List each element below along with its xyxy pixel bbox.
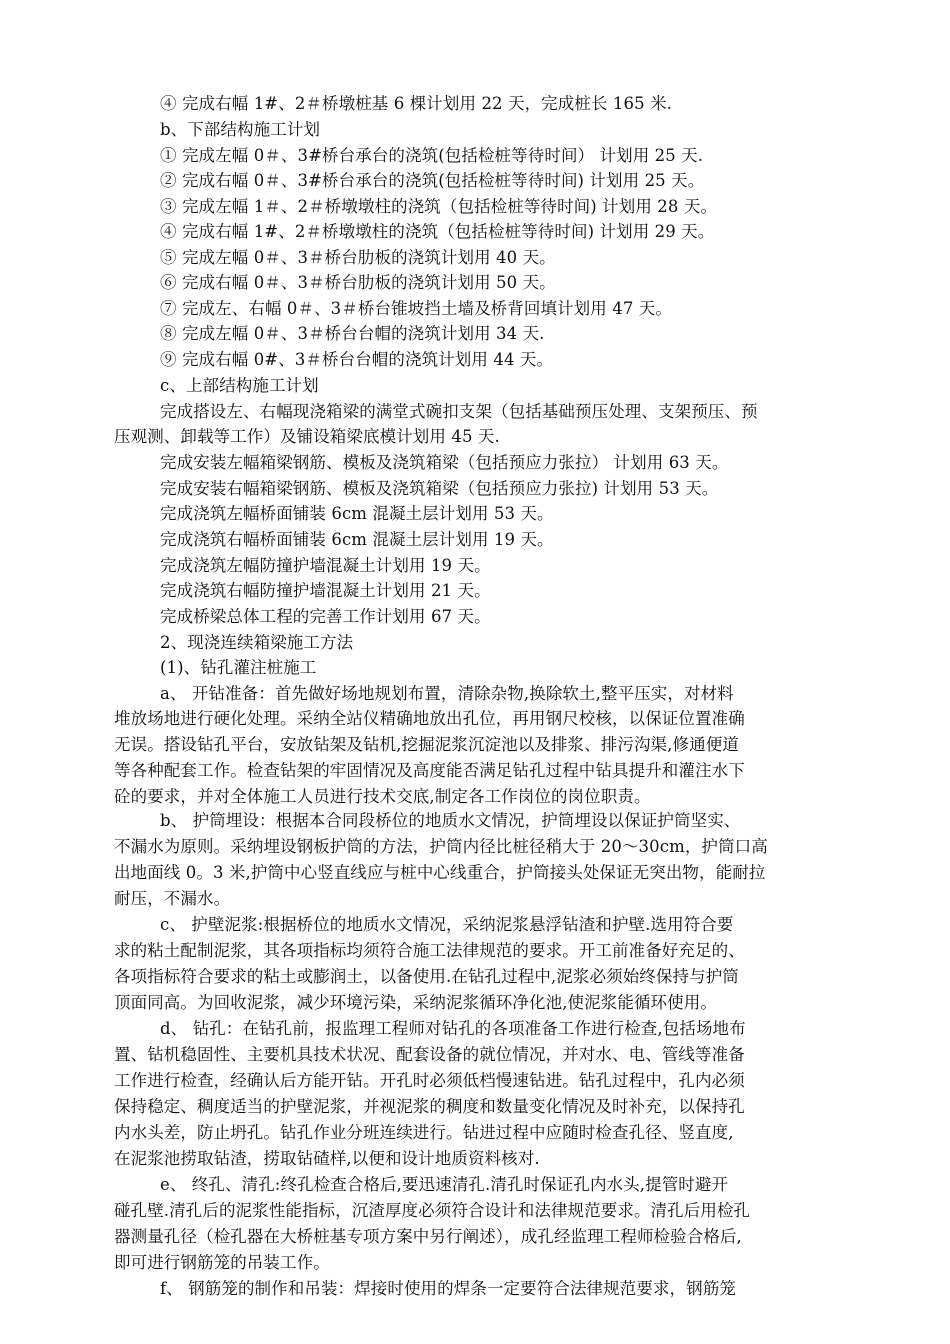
document-line: 砼的要求，并对全体施工人员进行技术交底,制定各工作岗位的岗位职责。	[114, 787, 651, 806]
document-line: 等各种配套工作。检查钻架的牢固情况及高度能否满足钻孔过程中钻具提升和灌注水下	[114, 761, 745, 780]
document-line: 完成浇筑左幅桥面铺装 6cm 混凝土层计划用 53 天。	[160, 504, 554, 523]
document-line: ② 完成右幅 0＃、3#桥台承台的浇筑(包括检桩等待时间) 计划用 25 天。	[160, 171, 705, 190]
document-line: b、 护筒埋设：根据本合同段桥位的地质水文情况，护筒埋设以保证护筒坚实、	[160, 811, 741, 830]
document-line: 完成浇筑右幅桥面铺装 6cm 混凝土层计划用 19 天。	[160, 530, 554, 549]
document-line: c、 护壁泥浆:根据桥位的地质水文情况，采纳泥浆悬浮钻渣和护壁.选用符合要	[160, 915, 734, 934]
document-line: 耐压，不漏水。	[114, 889, 231, 908]
document-line: 内水头差，防止坍孔。钻孔作业分班连续进行。钻进过程中应随时检查孔径、竖直度,	[114, 1123, 734, 1142]
document-line: 即可进行钢筋笼的吊装工作。	[114, 1253, 330, 1272]
document-line: 各项指标符合要求的粘土或膨润土，以备使用.在钻孔过程中,泥浆必须始终保持与护筒	[114, 967, 739, 986]
document-line: 压观测、卸载等工作）及铺设箱梁底模计划用 45 天.	[114, 427, 500, 446]
document-line: ③ 完成左幅 1＃、2＃桥墩墩柱的浇筑（包括检桩等待时间) 计划用 28 天。	[160, 197, 718, 216]
document-line: 完成安装左幅箱梁钢筋、模板及浇筑箱梁（包括预应力张拉） 计划用 63 天。	[160, 453, 729, 472]
document-line: (1)、钻孔灌注桩施工	[160, 658, 317, 677]
document-line: 完成安装右幅箱梁钢筋、模板及浇筑箱梁（包括预应力张拉) 计划用 53 天。	[160, 479, 719, 498]
document-line: ⑦ 完成左、右幅 0＃、3＃桥台锥坡挡土墙及桥背回填计划用 47 天。	[160, 299, 672, 318]
document-line: c、上部结构施工计划	[160, 376, 319, 395]
document-line: ① 完成左幅 0＃、3#桥台承台的浇筑(包括检桩等待时间） 计划用 25 天.	[160, 146, 704, 165]
document-line: ⑧ 完成左幅 0＃、3＃桥台台帽的浇筑计划用 34 天.	[160, 324, 545, 343]
document-line: 完成浇筑右幅防撞护墙混凝土计划用 21 天。	[160, 581, 491, 600]
document-line: 求的粘土配制泥浆，其各项指标均须符合施工法律规范的要求。开工前准备好充足的、	[114, 941, 745, 960]
document-line: e、 终孔、清孔:终孔检查合格后,要迅速清孔.清孔时保证孔内水头,提管时避开	[160, 1175, 729, 1194]
document-line: ⑥ 完成右幅 0＃、3＃桥台肋板的浇筑计划用 50 天。	[160, 273, 556, 292]
document-line: 2、现浇连续箱梁施工方法	[160, 633, 354, 652]
document-line: d、 钻孔：在钻孔前，报监理工程师对钻孔的各项准备工作进行检查,包括场地布	[160, 1019, 746, 1038]
document-line: 出地面线 0。3 米,护筒中心竖直线应与桩中心线重合，护筒接头处保证无突出物，能耐拉	[114, 863, 766, 882]
document-line: 完成搭设左、右幅现浇箱梁的满堂式碗扣支架（包括基础预压处理、支架预压、预	[160, 402, 758, 421]
document-line: 堆放场地进行硬化处理。采纳全站仪精确地放出孔位，再用钢尺校核，以保证位置准确	[114, 709, 745, 728]
document-line: 保持稳定、稠度适当的护壁泥浆，并视泥浆的稠度和数量变化情况及时补充，以保持孔	[114, 1097, 745, 1116]
document-line: ④ 完成右幅 1#、2＃桥墩墩柱的浇筑（包括检桩等待时间) 计划用 29 天。	[160, 222, 715, 241]
document-line: 器测量孔径（检孔器在大桥桩基专项方案中另行阐述），成孔经监理工程师检验合格后,	[114, 1227, 742, 1246]
document-line: ⑤ 完成左幅 0＃、3＃桥台肋板的浇筑计划用 40 天。	[160, 248, 556, 267]
document-line: 在泥浆池捞取钻渣，捞取钻碴样,以便和设计地质资料核对.	[114, 1149, 540, 1168]
document-line: 无误。搭设钻孔平台，安放钻架及钻机,挖掘泥浆沉淀池以及排浆、排污沟渠,修通便道	[114, 735, 739, 754]
document-line: 工作进行检查，经确认后方能开钻。开孔时必须低档慢速钻进。钻孔过程中，孔内必须	[114, 1071, 745, 1090]
document-line: f、 钢筋笼的制作和吊装：焊接时使用的焊条一定要符合法律规范要求，钢筋笼	[160, 1279, 736, 1298]
document-line: b、下部结构施工计划	[160, 120, 321, 139]
document-line: ④ 完成右幅 1#、2＃桥墩桩基 6 棵计划用 22 天，完成桩长 165 米.	[160, 94, 673, 113]
document-line: a、 开钻准备：首先做好场地规划布置，清除杂物,换除软土,整平压实，对材料	[160, 684, 734, 703]
document-line: 置、钻机稳固性、主要机具技术状况、配套设备的就位情况，并对水、电、管线等准备	[114, 1045, 745, 1064]
document-line: 完成桥梁总体工程的完善工作计划用 67 天。	[160, 607, 491, 626]
document-line: 碰孔壁.清孔后的泥浆性能指标，沉渣厚度必须符合设计和法律规范要求。清孔后用检孔	[114, 1201, 751, 1220]
document-line: 完成浇筑左幅防撞护墙混凝土计划用 19 天。	[160, 556, 491, 575]
document-line: 顶面同高。为回收泥浆，减少环境污染，采纳泥浆循环净化池,使泥浆能循环使用。	[114, 993, 717, 1012]
document-line: ⑨ 完成右幅 0#、3＃桥台台帽的浇筑计划用 44 天。	[160, 350, 554, 369]
document-line: 不漏水为原则。采纳埋设钢板护筒的方法，护筒内径比桩径稍大于 20～30cm，护筒口高	[114, 837, 768, 856]
